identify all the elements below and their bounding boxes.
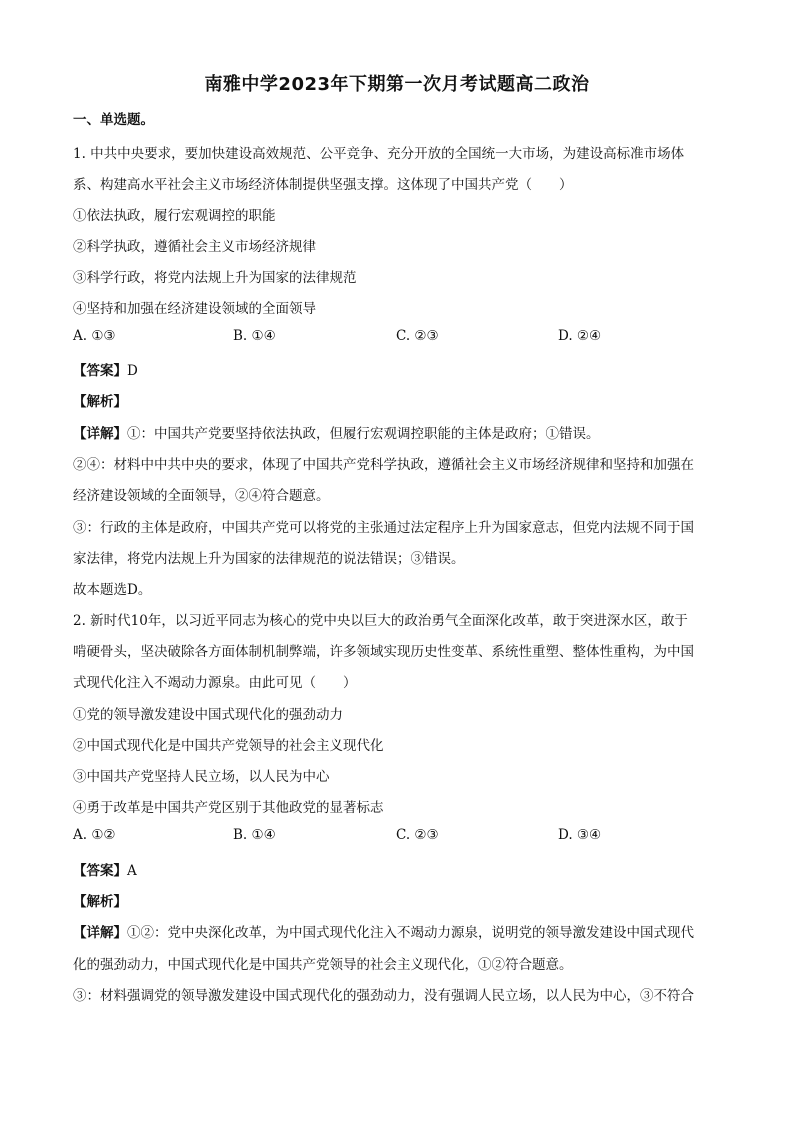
q1-answer-tag: 【答案】 — [73, 363, 127, 379]
q1-option-c: C. ②③ — [396, 328, 439, 344]
q1-item-1: ①依法执政，履行宏观调控的职能 — [73, 208, 276, 224]
q1-answer — [73, 359, 138, 379]
q2-option-d: D. ③④ — [558, 827, 602, 843]
q1-item-4: ④坚持和加强在经济建设领域的全面领导 — [73, 301, 316, 317]
q1-stem-line-1: 1. 中共中央要求，要加快建设高效规范、公平竞争、充分开放的全国统一大市场，为建设高标准市场体 — [73, 146, 685, 162]
q1-item-2: ②科学执政，遵循社会主义市场经济规律 — [73, 239, 316, 255]
q1-detail-line-2: ②④：材料中中共中央的要求，体现了中国共产党科学执政，遵循社会主义市场经济规律和坚持和加强在 — [73, 457, 694, 473]
q1-detail-line-1 — [73, 422, 600, 442]
q1-detail-tag: 【详解】 — [73, 426, 127, 442]
q2-option-b: B. ①④ — [233, 827, 276, 843]
page-title: 南雅中学2023年下期第一次月考试题高二政治 — [204, 74, 590, 95]
q2-answer — [73, 859, 137, 879]
q2-answer-value: A — [127, 863, 137, 879]
q2-item-4: ④勇于改革是中国共产党区别于其他政党的显著标志 — [73, 800, 384, 816]
q2-stem-line-2: 啃硬骨头，坚决破除各方面体制机制弊端，许多领域实现历史性变革、系统性重塑、整体性重构，为中国 — [73, 644, 694, 660]
q1-conclusion: 故本题选D。 — [73, 582, 152, 598]
q1-stem-line-2: 系、构建高水平社会主义市场经济体制提供坚强支撑。这体现了中国共产党（ ） — [73, 177, 573, 193]
q1-detail-line-3: 经济建设领域的全面领导，②④符合题意。 — [73, 488, 330, 504]
q2-detail-line-3: ③：材料强调党的领导激发建设中国式现代化的强劲动力，没有强调人民立场，以人民为中心，③不符合 — [73, 988, 694, 1004]
q2-option-c: C. ②③ — [396, 827, 439, 843]
q1-detail-line-5: 家法律，将党内法规上升为国家的法律规范的说法错误；③错误。 — [73, 551, 465, 567]
q1-analysis-tag: 【解析】 — [73, 394, 127, 410]
q1-option-a: A. ①③ — [73, 328, 116, 344]
q2-item-1: ①党的领导激发建设中国式现代化的强劲动力 — [73, 707, 343, 723]
q2-item-2: ②中国式现代化是中国共产党领导的社会主义现代化 — [73, 738, 384, 754]
q1-option-d: D. ②④ — [558, 328, 602, 344]
q2-stem-line-3: 式现代化注入不竭动力源泉。由此可见（ ） — [73, 675, 357, 691]
q2-stem-line-1: 2. 新时代10年，以习近平同志为核心的党中央以巨大的政治勇气全面深化改革，敢于突进深水区，敢于 — [73, 613, 688, 629]
q1-answer-value: D — [127, 363, 138, 379]
q2-option-a: A. ①② — [73, 827, 116, 843]
q1-detail-text-1: ①：中国共产党要坚持依法执政，但履行宏观调控职能的主体是政府；①错误。 — [127, 426, 600, 442]
q2-detail-line-1 — [73, 921, 694, 941]
q2-detail-line-2: 化的强劲动力，中国式现代化是中国共产党领导的社会主义现代化，①②符合题意。 — [73, 957, 573, 973]
q2-item-3: ③中国共产党坚持人民立场，以人民为中心 — [73, 769, 330, 785]
section-heading: 一、单选题。 — [73, 112, 154, 128]
q2-detail-text-1: ①②：党中央深化改革，为中国式现代化注入不竭动力源泉，说明党的领导激发建设中国式现代 — [127, 925, 694, 941]
q2-answer-tag: 【答案】 — [73, 863, 127, 879]
q1-detail-line-4: ③：行政的主体是政府，中国共产党可以将党的主张通过法定程序上升为国家意志，但党内法规不同于国 — [73, 520, 694, 536]
q2-detail-tag: 【详解】 — [73, 925, 127, 941]
q1-item-3: ③科学行政，将党内法规上升为国家的法律规范 — [73, 270, 357, 286]
q2-analysis-tag: 【解析】 — [73, 894, 127, 910]
q1-option-b: B. ①④ — [233, 328, 276, 344]
